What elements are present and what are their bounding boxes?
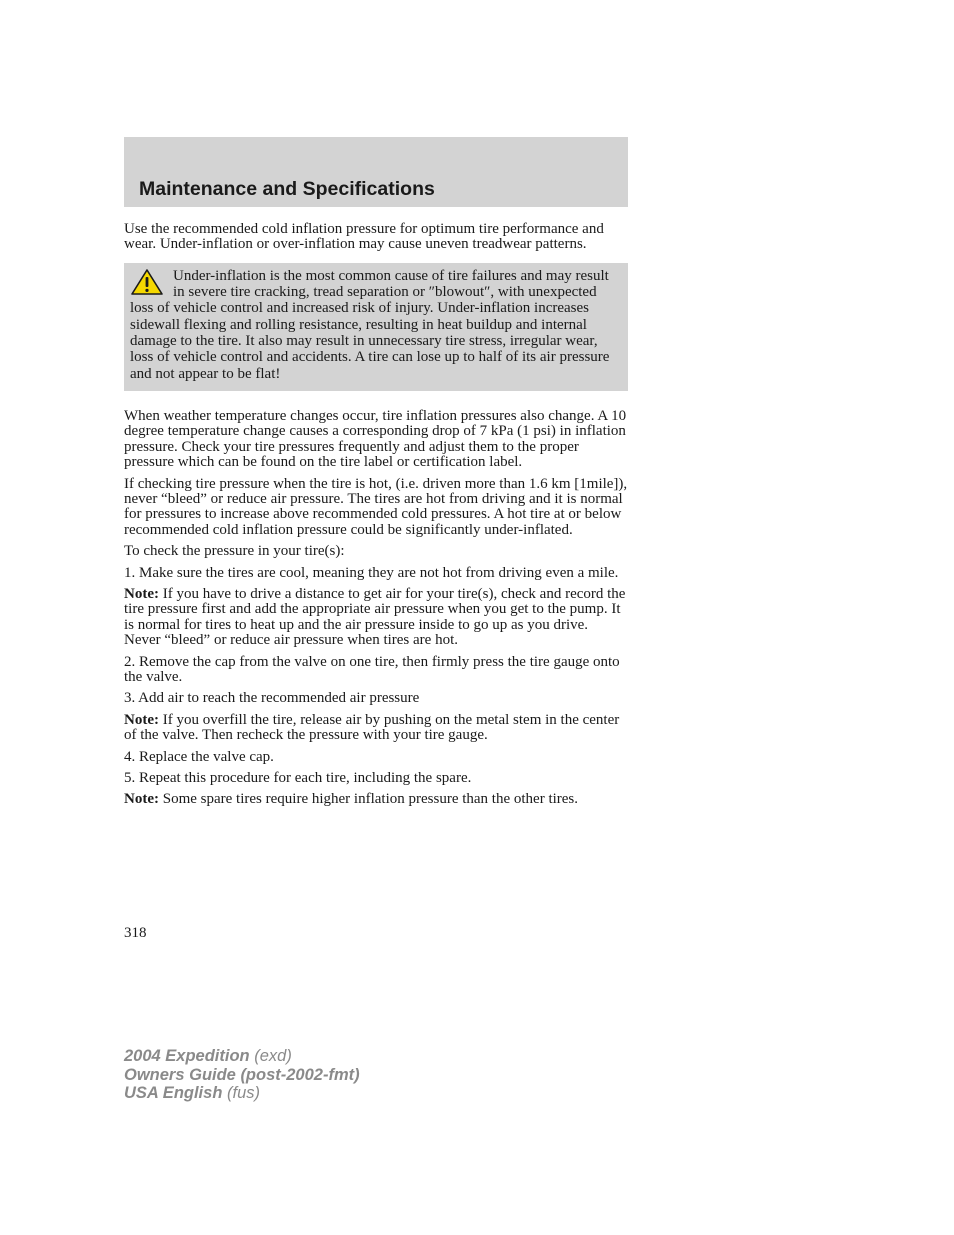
check-intro: To check the pressure in your tire(s):	[124, 543, 345, 560]
section-header	[124, 137, 628, 207]
footer-line-3	[124, 1084, 360, 1103]
temperature-paragraph: When weather temperature changes occur, tire inflation pressures also change. A 10 degree temperature change causes a corresponding drop of 7 kPa (1 psi) in inflation pressure. Check your tire pressures frequently and adjust them to the proper pressure which can be found on the tire label or certification label.	[124, 407, 627, 471]
note-1-text: If you have to drive a distance to get air for your tire(s), check and record the tire pressure first and add the appropriate air pressure when you get to the pump. It is normal for tires to heat up and the air pressure inside to go up as you drive. Never “bleed” or reduce air pressure when tires are hot.	[124, 585, 626, 649]
note-2	[124, 713, 628, 744]
intro-paragraph: Use the recommended cold inflation pressure for optimum tire performance and wear. Under-inflation or over-inflation may cause uneven treadwear patterns.	[124, 221, 604, 253]
note-1	[124, 587, 628, 649]
footer-language-code: (fus)	[222, 1084, 260, 1102]
warning-text: Under-inflation is the most common cause of tire failures and may result in severe tire cracking, tread separation or ″blowout″, with unexpected loss of vehicle control and increased risk of injury. Under-inflation increases sidewall flexing and rolling resistance, resulting in heat buildup and internal damage to the tire. It also may result in unnecessary tire stress, irregular wear, loss of vehicle control and accidents. A tire can lose up to half of its air pressure and not appear to be flat!	[130, 267, 610, 382]
note-label: Note:	[124, 585, 159, 602]
footer-line-2	[124, 1066, 360, 1085]
step-4: 4. Replace the valve cap.	[124, 748, 274, 765]
step-2: 2. Remove the cap from the valve on one tire, then firmly press the tire gauge onto the valve.	[124, 653, 620, 685]
note-2-text: If you overfill the tire, release air by pushing on the metal stem in the center of the valve. Then recheck the pressure with your tire gauge.	[124, 711, 620, 744]
footer-model-code: (exd)	[249, 1047, 292, 1065]
warning-triangle-icon	[130, 268, 164, 296]
hot-tire-paragraph: If checking tire pressure when the tire is hot, (i.e. driven more than 1.6 km [1mile]), never “bleed” or reduce air pressure. The tires are hot from driving and it is normal for pressures to increase above recommended cold pressures. A hot tire at or below recommended cold inflation pressure could be significantly under-inflated.	[124, 475, 628, 538]
footer-line-1	[124, 1047, 360, 1066]
step-3: 3. Add air to reach the recommended air pressure	[124, 690, 420, 707]
note-label: Note:	[124, 791, 159, 808]
page-content	[124, 222, 628, 814]
note-label: Note:	[124, 711, 159, 728]
document-footer	[124, 1047, 360, 1103]
footer-guide: Owners Guide (post-2002-fmt)	[124, 1065, 360, 1084]
footer-language: USA English	[124, 1084, 223, 1102]
note-3-text: Some spare tires require higher inflation pressure than the other tires.	[158, 791, 579, 808]
section-title: Maintenance and Specifications	[139, 178, 435, 200]
step-1: 1. Make sure the tires are cool, meaning they are not hot from driving even a mile.	[124, 564, 619, 581]
page-number: 318	[124, 925, 147, 941]
warning-box	[124, 263, 628, 391]
footer-model: 2004 Expedition	[124, 1047, 250, 1065]
step-5: 5. Repeat this procedure for each tire, including the spare.	[124, 770, 472, 787]
note-3	[124, 792, 628, 807]
